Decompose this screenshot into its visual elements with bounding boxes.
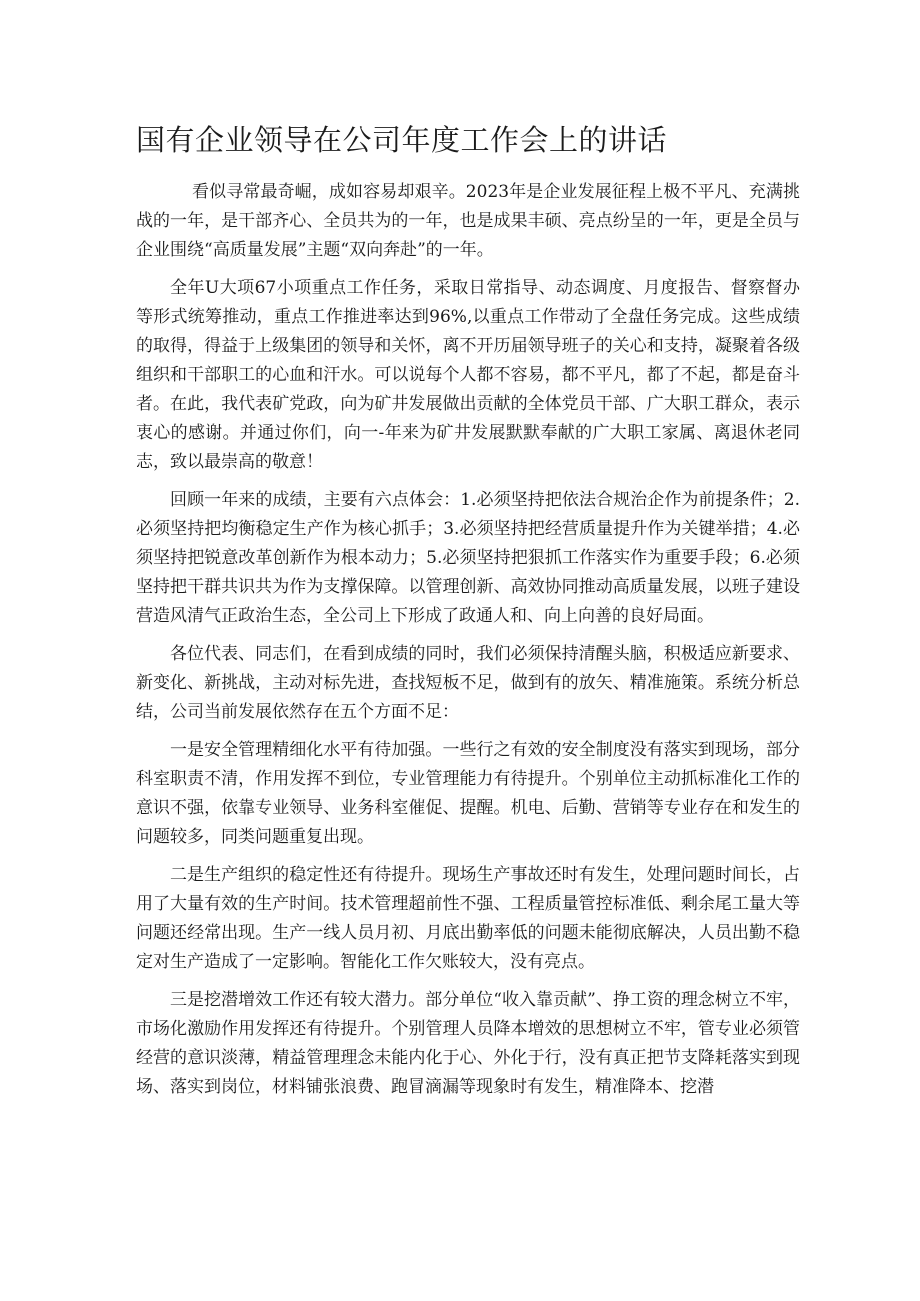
document-title: 国有企业领导在公司年度工作会上的讲话	[136, 123, 668, 157]
paragraph-six-lessons: 回顾一年来的成绩，主要有六点体会：1.必须坚持把依法合规治企作为前提条件；2.必须坚持把均衡稳定生产作为核心抓手；3.必须坚持把经营质量提升作为关键举措；4.必须坚持把锐意改革创新作为根本动力；5.必须坚持把狠抓工作落实作为重要手段；6.必须坚持把干群共识共为作为支撑保障。以管理创新、高效协同推动高质量发展，以班子建设营造风清气正政治生态，全公司上下形成了政通人和、向上向善的良好局面。	[136, 490, 800, 626]
paragraph-production-stability: 二是生产组织的稳定性还有待提升。现场生产事故还时有发生，处理问题时间长，占用了大量有效的生产时间。技术管理超前性不强、工程质量管控标准低、剩余尾工量大等问题还经常出现。生产一线人员月初、月底出勤率低的问题未能彻底解决，人员出勤不稳定对生产造成了一定影响。智能化工作欠账较大，没有亮点。	[136, 865, 800, 972]
paragraph-safety-management: 一是安全管理精细化水平有待加强。一些行之有效的安全制度没有落实到现场，部分科室职责不清，作用发挥不到位，专业管理能力有待提升。个别单位主动抓标准化工作的意识不强，依靠专业领导、业务科室催促、提醒。机电、后勤、营销等专业存在和发生的问题较多，同类问题重复出现。	[136, 740, 800, 847]
paragraph-key-tasks: 全年U大项67小项重点工作任务，采取日常指导、动态调度、月度报告、督察督办等形式统筹推动，重点工作推进率达到96%,以重点工作带动了全盘任务完成。这些成绩的取得，得益于上级集团的领导和关怀，离不开历届领导班子的关心和支持，凝聚着各级组织和干部职工的心血和汗水。可以说每个人都不容易，都不平凡，都了不起，都是奋斗者。在此，我代表矿党政，向为矿井发展做出贡献的全体党员干部、广大职工群众，表示衷心的感谢。并通过你们，向一-年来为矿井发展默默奉献的广大职工家属、离退休老同志，致以最崇高的敬意！	[136, 278, 800, 472]
paragraph-opening: 看似寻常最奇崛，成如容易却艰辛。2023年是企业发展征程上极不平凡、充满挑战的一年，是干部齐心、全员共为的一年，也是成果丰硕、亮点纷呈的一年，更是全员与企业围绕“高质量发展”主题“双向奔赴”的一年。	[136, 182, 800, 260]
paragraph-cost-efficiency: 三是挖潜增效工作还有较大潜力。部分单位“收入靠贡献”、挣工资的理念树立不牢，市场化激励作用发挥还有待提升。个别管理人员降本增效的思想树立不牢，管专业必须管经营的意识淡薄，精益管理理念未能内化于心、外化于行，没有真正把节支降耗落实到现场、落实到岗位，材料铺张浪费、跑冒滴漏等现象时有发生，精准降本、挖潜	[136, 990, 800, 1097]
document-body	[136, 178, 800, 1111]
paragraph-shortcomings-intro: 各位代表、同志们，在看到成绩的同时，我们必须保持清醒头脑，积极适应新要求、新变化、新挑战，主动对标先进，查找短板不足，做到有的放矢、精准施策。系统分析总结，公司当前发展依然存在五个方面不足：	[136, 644, 800, 722]
